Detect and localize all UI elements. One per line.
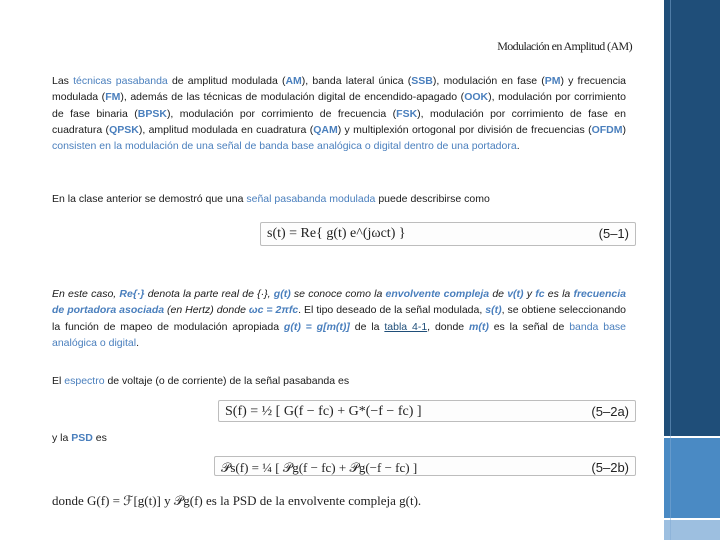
slide-title: Modulación en Amplitud (AM) [497, 39, 632, 53]
equation-expression: 𝒫s(f) = ¼ [ 𝒫g(f − fc) + 𝒫g(−f − fc) ] [221, 460, 418, 475]
paragraph-intro: Las técnicas pasabanda de amplitud modulada (AM), banda lateral única (SSB), modulación en fase (PM) y frecuencia modulada (FM), además de las técnicas de modulación digital de encendido-apagado (OOK), modulación por corrimiento de fase binaria (BPSK), modulación por corrimiento de frecuencia (FSK), modulación por corrimiento de fase en cuadratura (QPSK), amplitud modulada en cuadratura (QAM) y multiplexión ortogonal por división de frecuencias (OFDM) consisten en la modulación de una señal de banda base analógica o digital dentro de una portadora. [52, 75, 627, 153]
equation-5-2a [218, 400, 636, 422]
table-4-1-link[interactable]: tabla 4-1 [384, 320, 428, 333]
side-bar-light-block [664, 520, 720, 540]
side-bar-line [670, 0, 671, 540]
definition-line: donde G(f) = ℱ[g(t)] y 𝒫g(f) es la PSD de la envolvente compleja g(t). [52, 493, 422, 508]
equation-expression: s(t) = Re{ g(t) e^(jωct) } [267, 226, 406, 241]
paragraph-bandpass: En la clase anterior se demostró que una señal pasabanda modulada puede describirse como [52, 193, 490, 205]
side-bar-mid-block [664, 438, 720, 520]
equation-number: (5–2a) [591, 404, 629, 419]
decorative-side-bar [664, 0, 720, 540]
paragraph-complex-envelope: En este caso, Re{·} denota la parte real de {·}, g(t) se conoce como la envolvente compleja de v(t) y fc es la frecuencia de portadora asociada (en Hertz) donde ωc = 2πfc. El tipo deseado de la señal modulada, s(t), se obtiene seleccionando la función de mapeo de modulación apropiada g(t) = g[m(t)] de la tabla 4-1, donde m(t) es la señal de banda base analógica o digital. [52, 288, 627, 349]
equation-number: (5–1) [598, 226, 629, 241]
paragraph-psd: y la PSD es [52, 432, 107, 444]
equation-number: (5–2b) [591, 460, 629, 475]
side-bar-dark-block [664, 0, 720, 438]
equation-5-1 [260, 222, 636, 246]
equation-expression: S(f) = ½ [ G(f − fc) + G*(−f − fc) ] [225, 404, 422, 419]
equation-5-2b [214, 456, 636, 476]
paragraph-spectrum: El espectro de voltaje (o de corriente) de la señal pasabanda es [52, 375, 350, 387]
